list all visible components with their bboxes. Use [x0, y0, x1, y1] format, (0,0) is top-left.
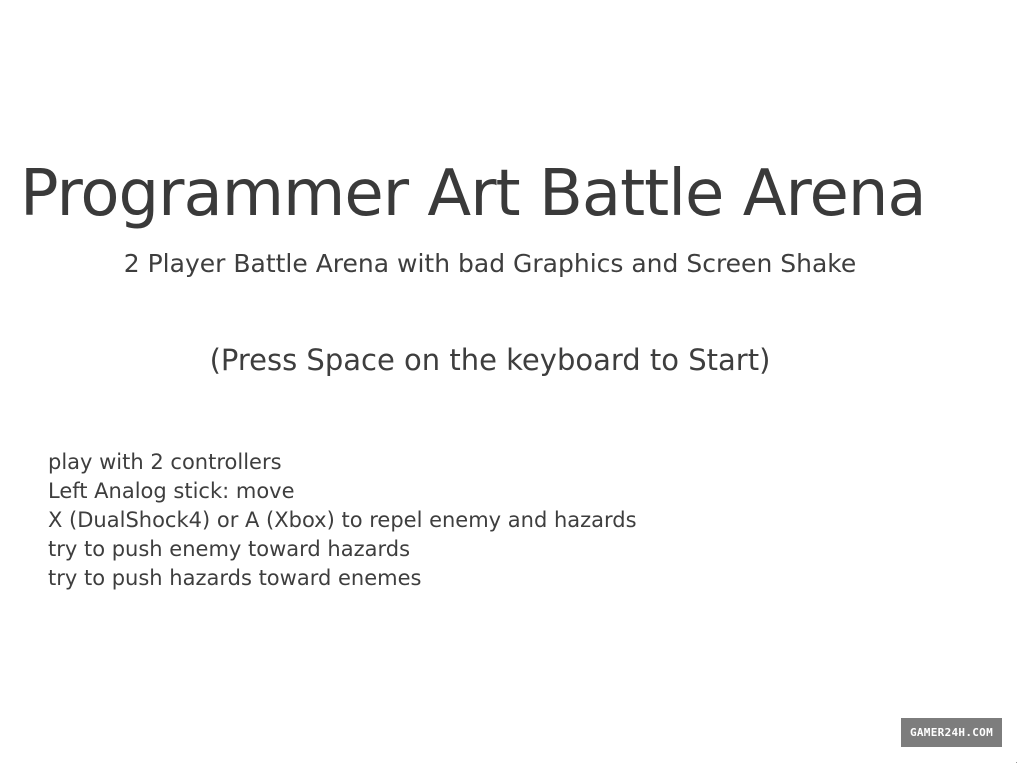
instruction-line: X (DualShock4) or A (Xbox) to repel enemy and hazards — [48, 508, 637, 532]
instruction-line: play with 2 controllers — [48, 450, 282, 474]
game-title: Programmer Art Battle Arena — [20, 157, 926, 231]
corner-dot — [1016, 762, 1017, 763]
watermark-badge: GAMER24H.COM — [901, 718, 1002, 747]
game-subtitle: 2 Player Battle Arena with bad Graphics and Screen Shake — [123, 249, 857, 278]
instructions-list — [48, 448, 637, 593]
start-prompt: (Press Space on the keyboard to Start) — [209, 343, 771, 377]
instruction-line: Left Analog stick: move — [48, 479, 295, 503]
instruction-line: try to push enemy toward hazards — [48, 537, 411, 561]
instruction-line: try to push hazards toward enemes — [48, 566, 422, 590]
